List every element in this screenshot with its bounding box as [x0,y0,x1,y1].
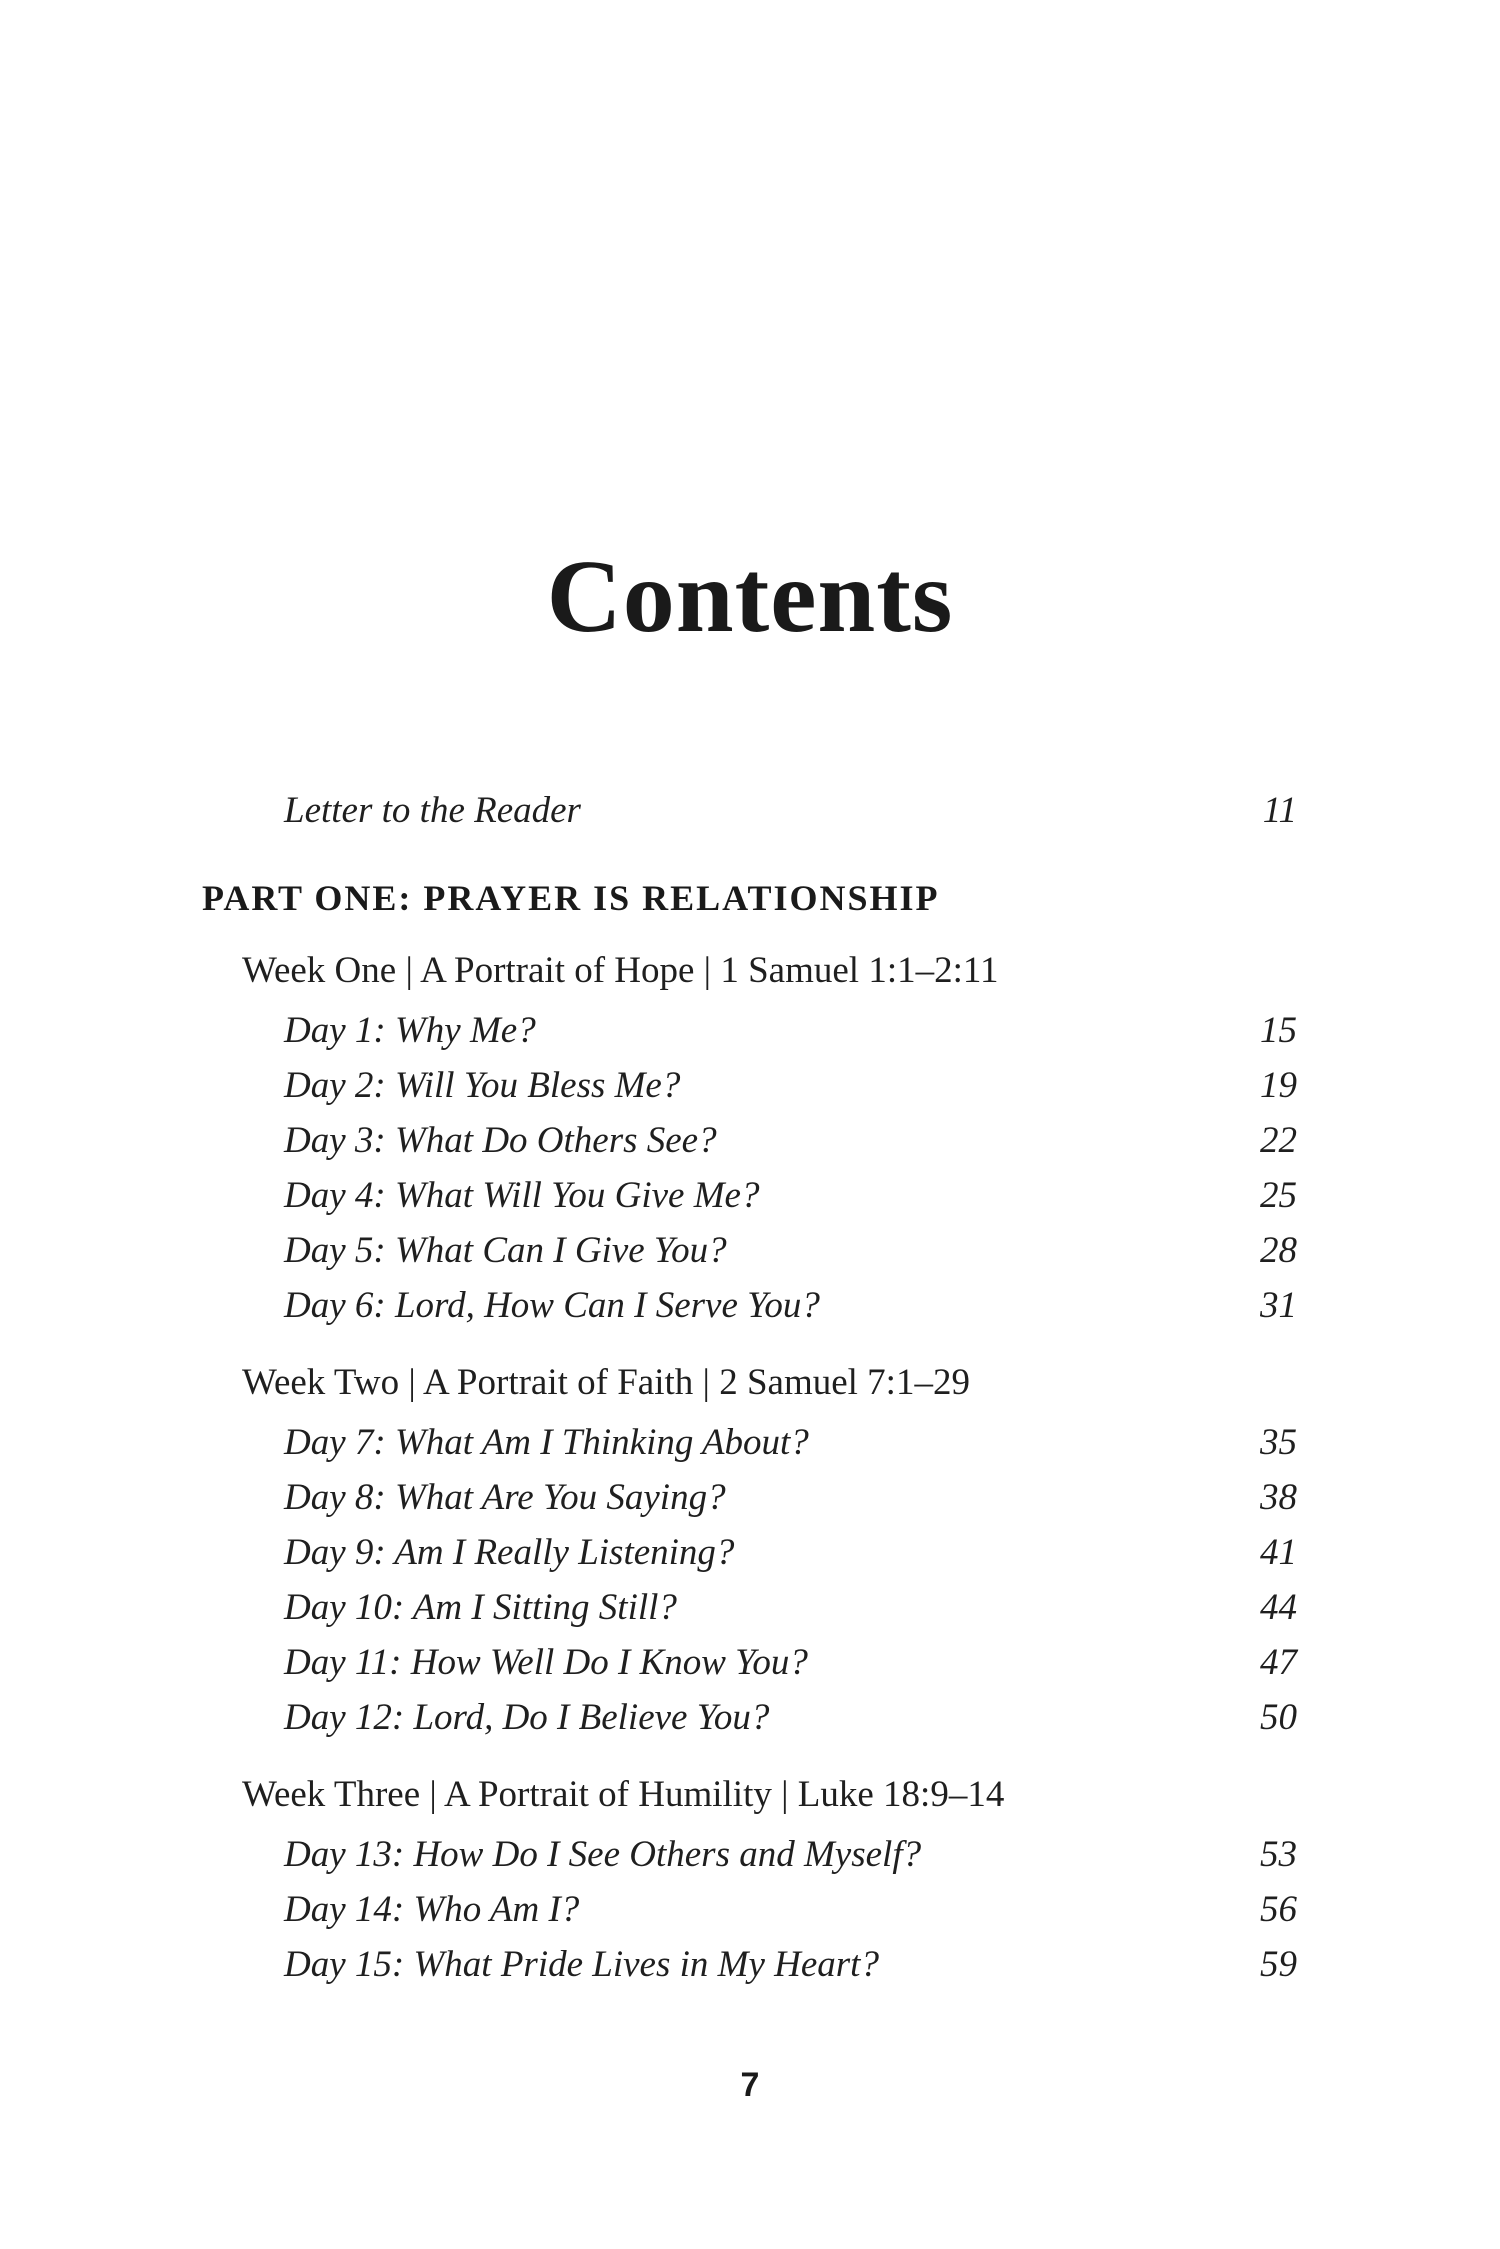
toc-entry-day-10[interactable] [284,1583,1297,1633]
toc-entry-day-15[interactable] [284,1940,1297,1990]
toc-page-number: 25 [1260,1175,1297,1216]
toc-page-number: 56 [1260,1889,1297,1930]
part-heading-label: PART ONE: PRAYER IS RELATIONSHIP [202,878,940,918]
toc-entry-day-9[interactable] [284,1528,1297,1578]
toc-page-number: 11 [1262,790,1297,831]
toc-page-number: 31 [1260,1285,1297,1326]
toc-entry-label: Day 14: Who Am I? [284,1889,580,1930]
part-heading [202,873,1297,923]
toc-entry-letter[interactable] [284,786,1297,836]
toc-entry-label: Day 11: How Well Do I Know You? [284,1642,808,1683]
week-heading-two [242,1358,1297,1408]
toc-page-number: 50 [1260,1697,1297,1738]
toc-page-number: 35 [1260,1422,1297,1463]
week-heading-label: Week Three | A Portrait of Humility | Luke 18:9–14 [242,1774,1005,1815]
toc-page-number: 22 [1260,1120,1297,1161]
week-heading-one [242,946,1297,996]
toc-entry-label: Day 9: Am I Really Listening? [284,1532,735,1573]
week-heading-label: Week Two | A Portrait of Faith | 2 Samuel 7:1–29 [242,1362,970,1403]
toc-entry-day-12[interactable] [284,1693,1297,1743]
toc-entry-label: Day 15: What Pride Lives in My Heart? [284,1944,879,1985]
toc-entry-day-8[interactable] [284,1473,1297,1523]
toc-entry-day-4[interactable] [284,1171,1297,1221]
toc-page-number: 41 [1260,1532,1297,1573]
week-heading-three [242,1770,1297,1820]
toc-page-number: 19 [1260,1065,1297,1106]
toc-entry-label: Day 13: How Do I See Others and Myself? [284,1834,922,1875]
toc-entry-day-5[interactable] [284,1226,1297,1276]
toc-page-number: 59 [1260,1944,1297,1985]
toc-page-number: 53 [1260,1834,1297,1875]
toc-entry-label: Day 7: What Am I Thinking About? [284,1422,809,1463]
week-heading-label: Week One | A Portrait of Hope | 1 Samuel 1:1–2:11 [242,950,999,991]
toc-entry-day-11[interactable] [284,1638,1297,1688]
toc-entry-label: Day 10: Am I Sitting Still? [284,1587,677,1628]
toc-page-number: 44 [1260,1587,1297,1628]
toc-page-number: 47 [1260,1642,1297,1683]
toc-entry-label: Day 6: Lord, How Can I Serve You? [284,1285,820,1326]
toc-entry-label: Day 2: Will You Bless Me? [284,1065,681,1106]
toc-entry-label: Day 5: What Can I Give You? [284,1230,727,1271]
toc-entry-day-2[interactable] [284,1061,1297,1111]
toc-entry-label: Day 3: What Do Others See? [284,1120,717,1161]
toc-entry-label: Day 4: What Will You Give Me? [284,1175,760,1216]
toc-page-number: 38 [1260,1477,1297,1518]
toc-entry-day-1[interactable] [284,1006,1297,1056]
toc-entry-label: Day 8: What Are You Saying? [284,1477,726,1518]
toc-entry-day-7[interactable] [284,1418,1297,1468]
toc-page-number: 15 [1260,1010,1297,1051]
page-title: Contents [546,539,954,654]
toc-entry-day-14[interactable] [284,1885,1297,1935]
toc-entry-day-3[interactable] [284,1116,1297,1166]
toc-page-number: 28 [1260,1230,1297,1271]
toc-entry-label: Letter to the Reader [284,790,581,831]
toc-entry-label: Day 12: Lord, Do I Believe You? [284,1697,770,1738]
toc-entry-label: Day 1: Why Me? [284,1010,536,1051]
toc-entry-day-13[interactable] [284,1830,1297,1880]
toc-entry-day-6[interactable] [284,1281,1297,1331]
page-number-footer: 7 [740,2066,760,2104]
